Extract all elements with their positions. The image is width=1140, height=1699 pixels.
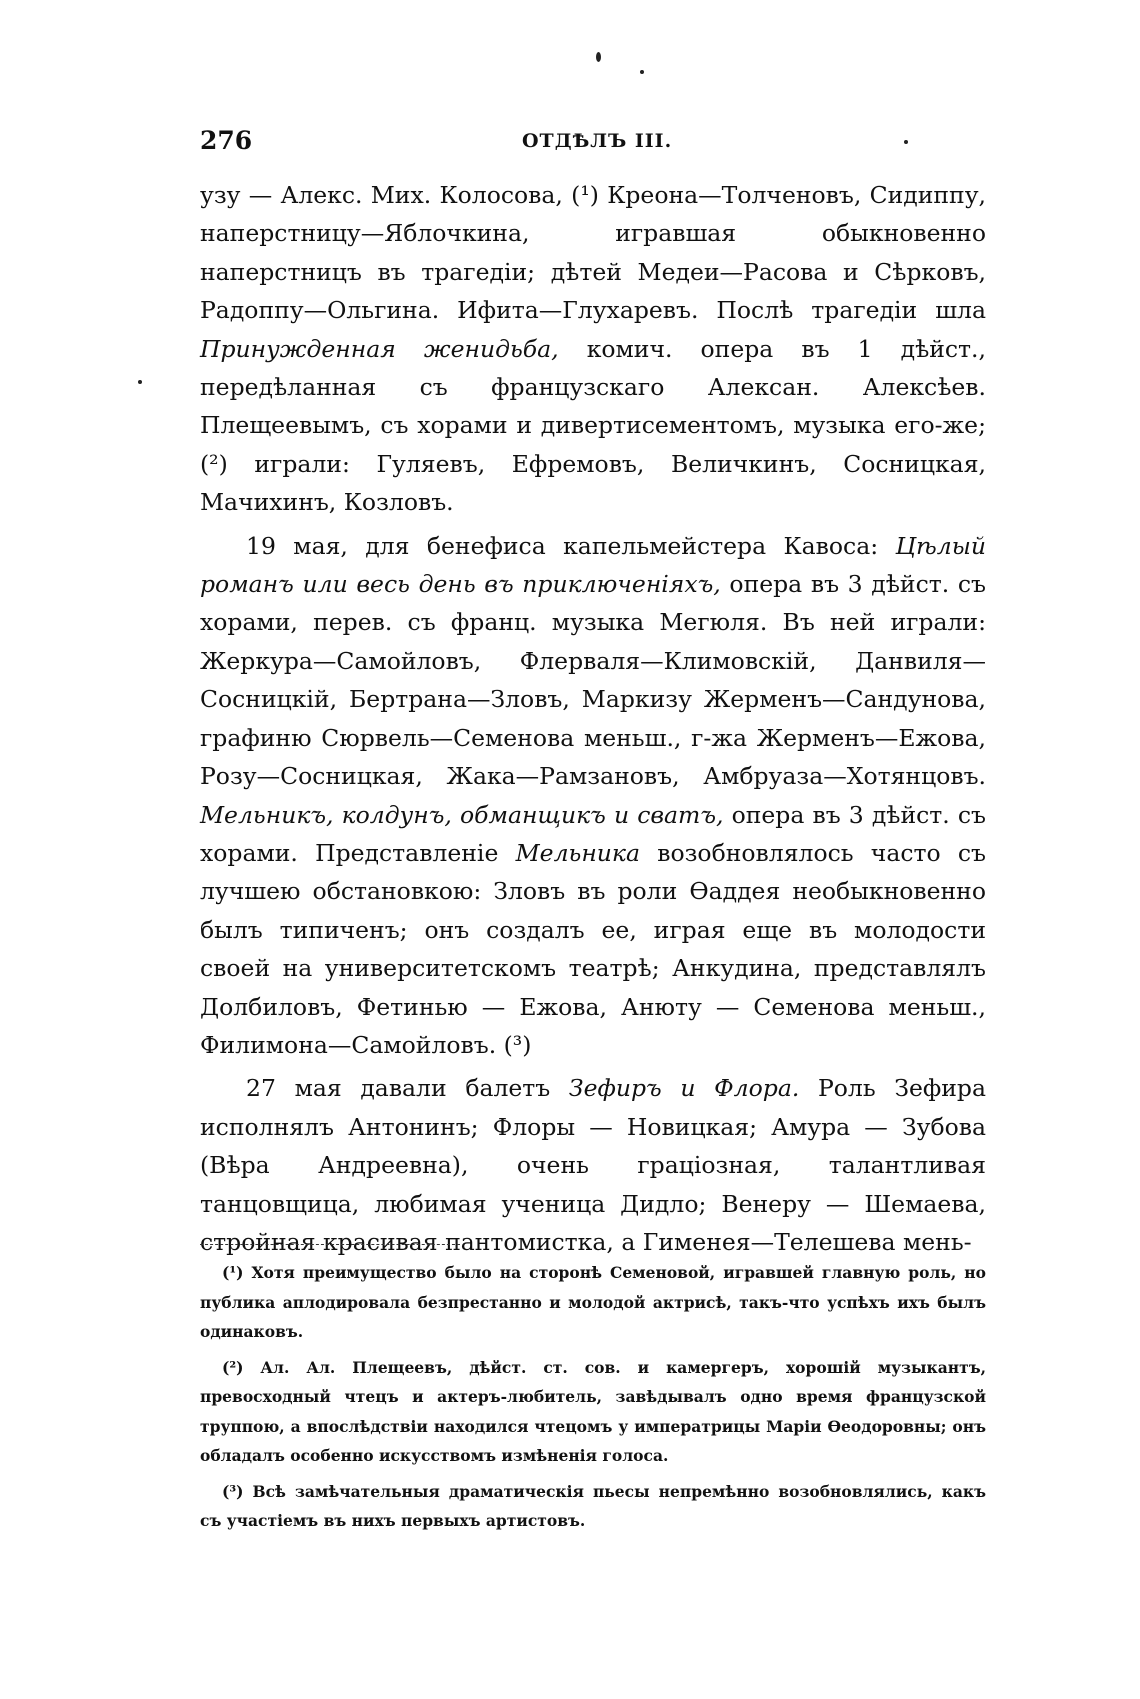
- page-header: [200, 126, 990, 160]
- text-run: узу — Алекс. Мих. Колосова, (¹) Креона—Толченовъ, Сидиппу, наперстницу—Яблочкина, игравшая обыкновенно наперстницъ въ трагедіи; дѣтей Медеи—Расова и Сѣрковъ, Радоппу—Ольгина. Ифита—Глухаревъ. Послѣ трагедіи шла: [200, 181, 986, 325]
- footnote-divider: [200, 1244, 460, 1245]
- text-run: возобновлялось часто съ лучшею обстановкою: Зловъ въ роли Ѳаддея необыкновенно былъ типиченъ; онъ создалъ ее, играя еще въ молодости своей на университетскомъ театрѣ; Анкудина, представлялъ Долбиловъ, Фетинью — Ежова, Анюту — Семенова меньш., Филимона—Самойловъ. (³): [200, 838, 986, 1059]
- text-run: комич. опера въ 1 дѣйст., передѣланная съ французскаго Алексан. Алексѣев. Плещеевымъ, съ хорами и дивертисементомъ, музыка его-же; (²) играли: Гуляевъ, Ефремовъ, Величкинъ, Сосницкая, Мачихинъ, Козловъ.: [200, 334, 987, 517]
- print-speck: [640, 70, 644, 74]
- title-italic: Принужденная женидьба,: [200, 334, 559, 363]
- running-head: ОТДѢЛЪ III.: [522, 130, 673, 152]
- page-number: 276: [200, 126, 253, 155]
- text-run: 27 мая давали балетъ: [246, 1074, 569, 1103]
- paragraph-3: [200, 1069, 986, 1261]
- footnote-1: (¹) Хотя преимущество было на сторонѣ Семеновой, игравшей главную роль, но публика аплодировала безпрестанно и молодой актрисѣ, такъ-что успѣхъ ихъ былъ одинаковъ.: [200, 1263, 986, 1341]
- text-run: 19 мая, для бенефиса капельмейстера Кавоса:: [246, 531, 896, 560]
- title-italic: Мельникъ, колдунъ, обманщикъ и сватъ,: [200, 800, 724, 829]
- title-italic: Мельника: [515, 838, 640, 867]
- footnotes: [200, 1258, 986, 1542]
- print-speck: [138, 380, 142, 384]
- footnote-2: (²) Ал. Ал. Плещеевъ, дѣйст. ст. сов. и камергеръ, хорошій музыкантъ, превосходный чтецъ и актеръ-любитель, завѣдывалъ одно время французской труппою, а впослѣдствіи находился чтецомъ у императрицы Маріи Ѳеодоровны; онъ обладалъ особенно искусствомъ измѣненія голоса.: [200, 1357, 986, 1465]
- print-speck: [596, 52, 601, 62]
- title-italic: Цѣлый романъ или весь день въ приключеніяхъ,: [200, 531, 986, 599]
- text-run: опера въ 3 дѣйст. съ хорами, перев. съ франц. музыка Мегюля. Въ ней играли: Жеркура—Самойловъ, Флерваля—Климовскій, Данвиля—Сосницкій, Бертрана—Зловъ, Маркизу Жерменъ—Сандунова, графиню Сюрвель—Семенова меньш., г-жа Жерменъ—Ежова, Розу—Сосницкая, Жака—Рамзановъ, Амбруаза—Хотянцовъ.: [200, 570, 986, 791]
- text-run: опера въ 3 дѣйст. съ хорами. Представленіе: [200, 800, 986, 867]
- title-italic: Зефиръ и Флора.: [568, 1074, 800, 1103]
- paragraph-2: [200, 527, 986, 1065]
- body-text: [200, 176, 986, 1261]
- paragraph-1: [200, 176, 986, 522]
- footnote-3: (³) Всѣ замѣчательныя драматическія пьесы непремѣнно возобновлялись, какъ съ участіемъ въ нихъ первыхъ артистовъ.: [200, 1481, 986, 1530]
- text-run: Роль Зефира исполнялъ Антонинъ; Флоры — Новицкая; Амура — Зубова (Вѣра Андреевна), очень граціозная, талантливая танцовщица, любимая ученица Дидло; Венеру — Шемаева, стройная красивая пантомистка, а Гименея—Телешева мень-: [200, 1074, 986, 1256]
